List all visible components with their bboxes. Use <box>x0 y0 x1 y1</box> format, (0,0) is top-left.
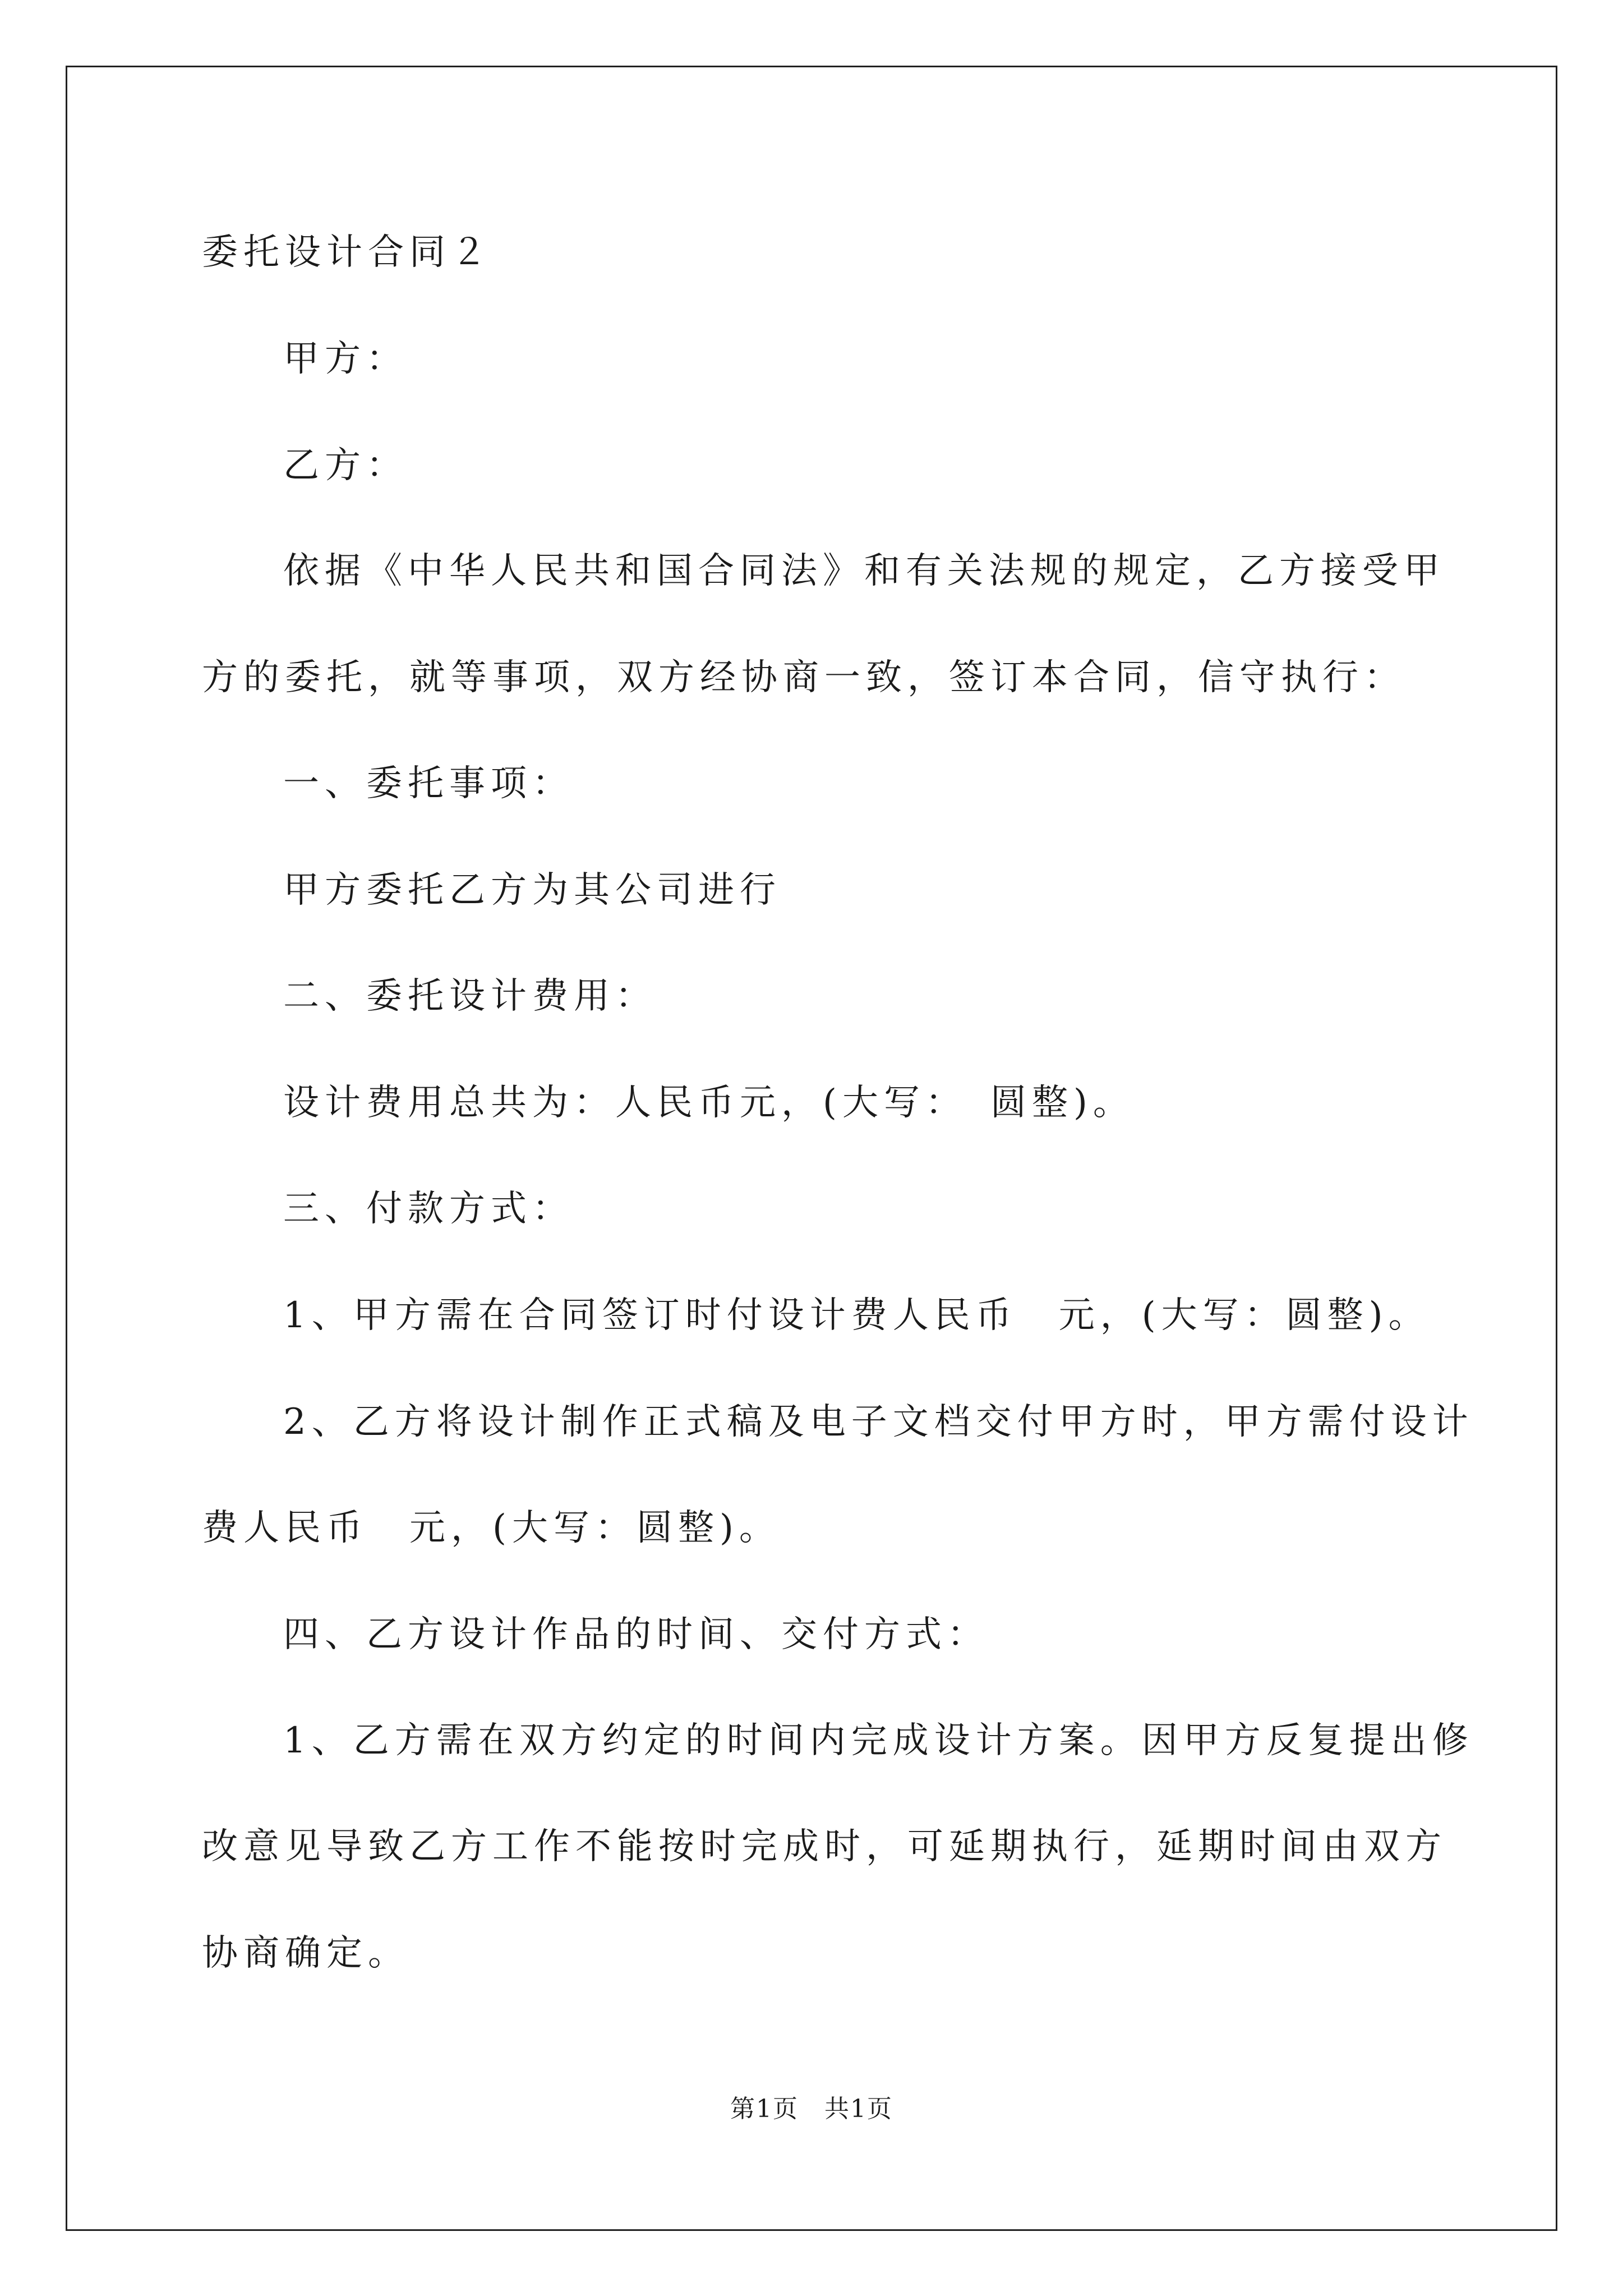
page-border <box>66 66 1557 2231</box>
party-b-label: 乙方： <box>283 445 408 486</box>
section-4-heading: 四、乙方设计作品的时间、交付方式： <box>283 1614 989 1655</box>
party-a-label: 甲方： <box>283 338 408 380</box>
section-2-heading: 二、委托设计费用： <box>283 976 657 1017</box>
section-1-heading: 一、委托事项： <box>283 763 574 804</box>
section-3-heading: 三、付款方式： <box>283 1188 574 1230</box>
document-title: 委托设计合同２ <box>202 232 492 273</box>
section-1-text: 甲方委托乙方为其公司进行 <box>283 869 781 911</box>
page-number-footer: 第1页 共1页 <box>730 2095 893 2123</box>
intro-paragraph-line-2: 方的委托，就等事项，双方经协商一致，签订本合同，信守执行： <box>202 657 1405 698</box>
intro-paragraph-line-1: 依据《中华人民共和国合同法》和有关法规的规定，乙方接受甲 <box>283 550 1445 592</box>
section-3-item-2-line-1: 2、乙方将设计制作正式稿及电子文档交付甲方时，甲方需付设计 <box>283 1401 1474 1443</box>
section-3-item-1: 1、甲方需在合同签订时付设计费人民币 元，(大写：圆整)。 <box>283 1295 1430 1336</box>
section-4-item-1-line-2: 改意见导致乙方工作不能按时完成时，可延期执行，延期时间由双方 <box>202 1826 1447 1867</box>
section-4-item-1-line-1: 1、乙方需在双方约定的时间内完成设计方案。因甲方反复提出修 <box>283 1720 1474 1761</box>
section-4-item-1-line-3: 协商确定。 <box>202 1932 409 1974</box>
section-2-text: 设计费用总共为：人民币元，(大写： 圆整)。 <box>283 1082 1135 1124</box>
section-3-item-2-line-2: 费人民币 元，(大写：圆整)。 <box>202 1507 781 1549</box>
